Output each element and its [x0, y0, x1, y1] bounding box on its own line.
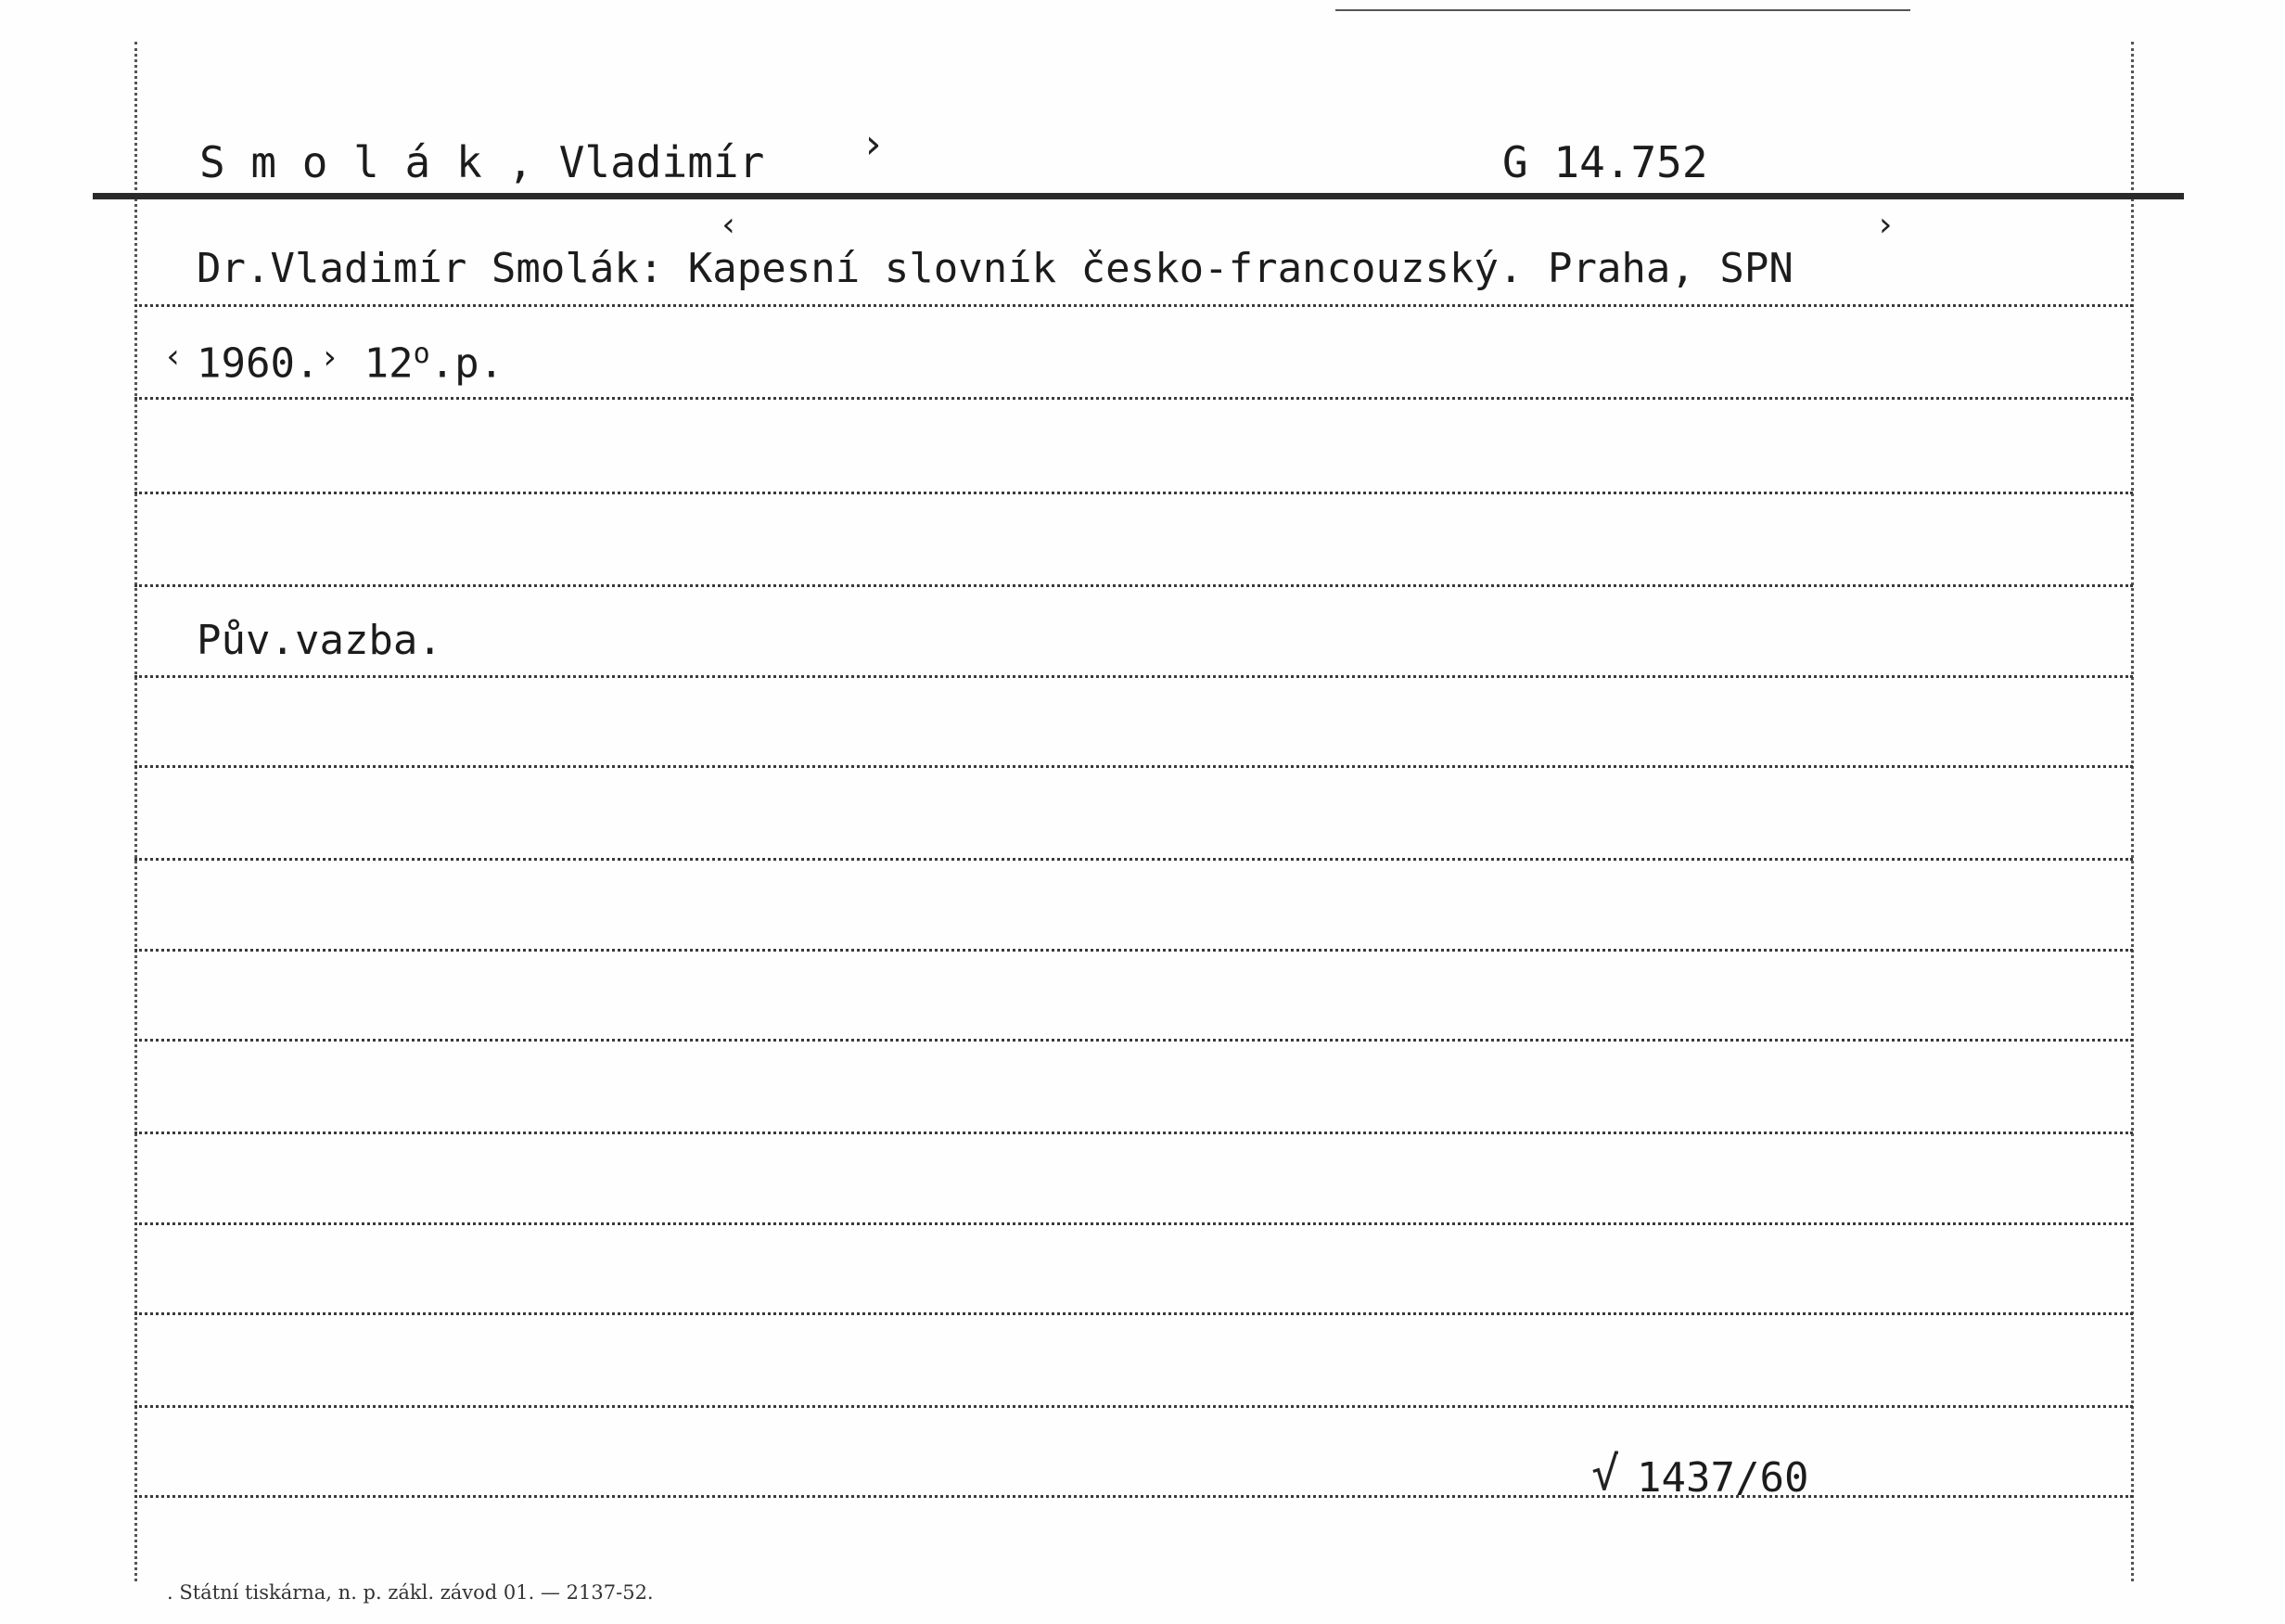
bracket-mark: ‹ — [163, 338, 184, 376]
ruled-line — [134, 675, 2133, 678]
bracket-mark: › — [1875, 206, 1896, 244]
author-heading: S m o l á k , Vladimír — [199, 137, 765, 187]
bracket-mark: ‹ — [719, 206, 739, 244]
right-edge — [2131, 42, 2134, 1581]
ruled-line — [134, 765, 2133, 768]
bracket-mark: › — [319, 338, 340, 377]
pages: .p. — [429, 339, 504, 388]
top-rule — [1335, 9, 1910, 11]
ruled-line — [134, 1495, 2133, 1498]
accession-number: 1437/60 — [1637, 1454, 1809, 1502]
ruled-line — [134, 584, 2133, 587]
call-number: G 14.752 — [1502, 137, 1708, 187]
ruled-line — [134, 304, 2133, 307]
ruled-line — [134, 1132, 2133, 1134]
title-line: Dr.Vladimír Smolák: Kapesní slovník česko-francouzský. Praha, SPN — [197, 245, 1794, 292]
ruled-line — [134, 397, 2133, 400]
printer-imprint: . Státní tiskárna, n. p. zákl. závod 01. — 2137-52. — [167, 1581, 654, 1604]
bracket-mark: › — [861, 121, 886, 168]
ruled-line — [134, 858, 2133, 861]
ruled-line — [134, 949, 2133, 952]
ruled-line — [134, 1222, 2133, 1225]
imprint-line — [197, 338, 504, 388]
format-sup: o — [413, 338, 430, 370]
check-mark-icon: √ — [1591, 1447, 1620, 1501]
year: 1960. — [197, 339, 320, 388]
binding-note: Pův.vazba. — [197, 617, 442, 664]
ruled-line — [134, 492, 2133, 494]
format: 12 — [364, 339, 414, 388]
ruled-line — [134, 1039, 2133, 1042]
left-edge — [134, 42, 137, 1581]
ruled-line — [134, 1312, 2133, 1315]
ruled-line — [134, 1405, 2133, 1408]
heading-rule — [93, 193, 2184, 199]
